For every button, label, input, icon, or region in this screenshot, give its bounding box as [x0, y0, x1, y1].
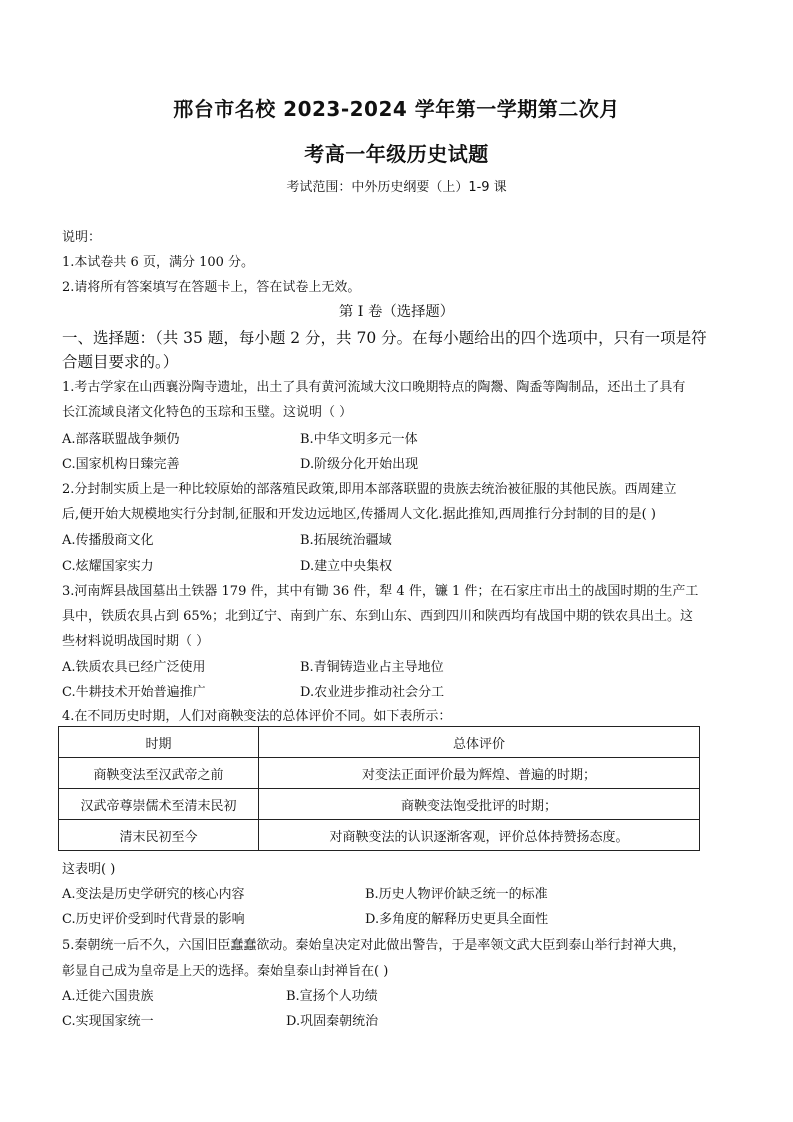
- table-cell-evaluation: 商鞅变法饱受批评的时期；: [259, 789, 700, 820]
- question-1-option-b: B.中华文明多元一体: [300, 432, 418, 447]
- question-4-option-a: A.变法是历史学研究的核心内容: [62, 887, 245, 902]
- question-4-stem-line1: 4.在不同历史时期，人们对商鞅变法的总体评价不同。如下表所示：: [62, 709, 452, 724]
- table-header-period: 时期: [59, 727, 259, 758]
- question-5-option-a: A.迁徙六国贵族: [62, 989, 154, 1004]
- section-instruction-line2: 合题目要求的。）: [62, 353, 179, 371]
- section-title: 第 I 卷（选择题）: [338, 304, 455, 320]
- notes-item-1: 1.本试卷共 6 页，满分 100 分。: [62, 255, 255, 270]
- question-3-stem-line3: 些材料说明战国时期（ ）: [62, 634, 210, 649]
- question-1-stem-line1: 1.考古学家在山西襄汾陶寺遗址，出土了具有黄河流域大汶口晚期特点的陶鬶、陶盉等陶制品，还出土了具有: [62, 380, 686, 395]
- question-3-stem-line2: 具中，铁质农具占到 65%；北到辽宁、南到广东、东到山东、西到四川和陕西均有战国中期的铁农具出土。这: [62, 609, 694, 624]
- notes-heading: 说明：: [62, 230, 102, 245]
- question-3-stem-line1: 3.河南辉县战国墓出土铁器 179 件，其中有锄 36 件，犁 4 件，镰 1 件；在石家庄市出土的战国时期的生产工: [62, 584, 699, 599]
- question-4-option-c: C.历史评价受到时代背景的影响: [62, 912, 245, 927]
- evaluation-table: [58, 726, 700, 851]
- exam-scope: 考试范围：中外历史纲要（上）1-9 课: [286, 180, 507, 195]
- question-2-stem-line1: 2.分封制实质上是一种比较原始的部落殖民政策,即用本部落联盟的贵族去统治被征服的其他民族。西周建立: [62, 482, 677, 497]
- table-row: [59, 758, 700, 789]
- notes-item-2: 2.请将所有答案填写在答题卡上，答在试卷上无效。: [62, 280, 361, 295]
- question-4-after: 这表明( ): [62, 862, 116, 877]
- question-2-option-d: D.建立中央集权: [300, 559, 393, 574]
- question-2-option-a: A.传播殷商文化: [62, 533, 154, 548]
- table-cell-evaluation: 对商鞅变法的认识逐渐客观，评价总体持赞扬态度。: [259, 820, 700, 851]
- question-5-stem-line1: 5.秦朝统一后不久，六国旧臣蠢蠢欲动。秦始皇决定对此做出警告，于是率领文武大臣到泰山举行封禅大典，: [62, 938, 686, 953]
- table-row: [59, 789, 700, 820]
- section-instruction-line1: 一、选择题：（共 35 题，每小题 2 分，共 70 分。在每小题给出的四个选项中，只有一项是符: [62, 329, 707, 347]
- exam-title-line1: 邢台市名校 2023-2024 学年第一学期第二次月: [173, 97, 620, 121]
- question-1-option-c: C.国家机构日臻完善: [62, 457, 180, 472]
- question-3-option-d: D.农业进步推动社会分工: [300, 685, 445, 700]
- table-header-evaluation: 总体评价: [259, 727, 700, 758]
- table-cell-period: 商鞅变法至汉武帝之前: [59, 758, 259, 789]
- question-5-option-c: C.实现国家统一: [62, 1014, 154, 1029]
- question-5-stem-line2: 彰显自己成为皇帝是上天的选择。秦始皇泰山封禅旨在( ): [62, 964, 389, 979]
- question-3-option-a: A.铁质农具已经广泛使用: [62, 660, 206, 675]
- exam-title-line2: 考高一年级历史试题: [304, 142, 489, 166]
- question-3-option-c: C.牛耕技术开始普遍推广: [62, 685, 206, 700]
- question-5-option-b: B.宣扬个人功绩: [286, 989, 378, 1004]
- table-cell-evaluation: 对变法正面评价最为辉煌、普遍的时期；: [259, 758, 700, 789]
- question-3-option-b: B.青铜铸造业占主导地位: [300, 660, 444, 675]
- question-1-option-a: A.部落联盟战争频仍: [62, 432, 180, 447]
- table-header-row: [59, 727, 700, 758]
- question-4-option-b: B.历史人物评价缺乏统一的标准: [365, 887, 548, 902]
- question-5-option-d: D.巩固秦朝统治: [286, 1014, 379, 1029]
- question-2-stem-line2: 后,便开始大规模地实行分封制,征服和开发边远地区,传播周人文化.据此推知,西周推行分封制的目的是( ): [62, 507, 656, 522]
- question-2-option-b: B.拓展统治疆域: [300, 533, 392, 548]
- question-1-option-d: D.阶级分化开始出现: [300, 457, 419, 472]
- question-4-option-d: D.多角度的解释历史更具全面性: [365, 912, 549, 927]
- table-row: [59, 820, 700, 851]
- question-2-option-c: C.炫耀国家实力: [62, 559, 154, 574]
- table-cell-period: 清末民初至今: [59, 820, 259, 851]
- table-cell-period: 汉武帝尊崇儒术至清末民初: [59, 789, 259, 820]
- question-1-stem-line2: 长江流域良渚文化特色的玉琮和玉璧。这说明（ ）: [62, 405, 353, 420]
